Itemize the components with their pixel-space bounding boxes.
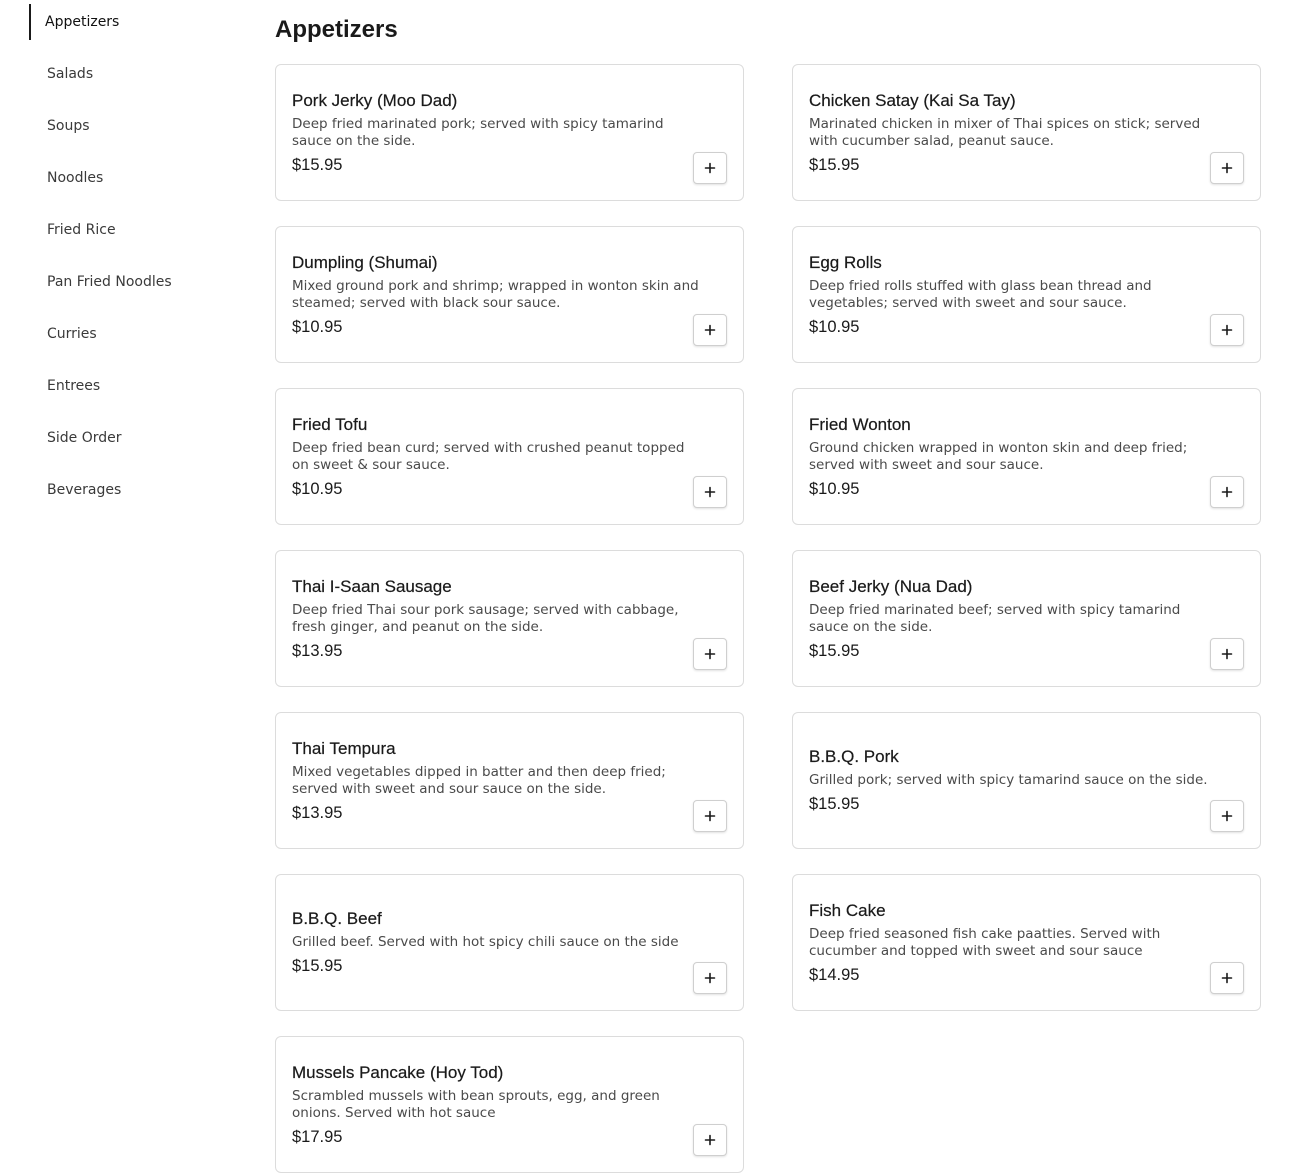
menu-item-description: Deep fried marinated pork; served with spicy tamarind sauce on the side. (292, 115, 664, 149)
menu-item-name: Fried Tofu (292, 414, 368, 434)
menu-item-name: Beef Jerky (Nua Dad) (809, 576, 973, 596)
menu-item-price: $13.95 (292, 803, 343, 822)
menu-item-name: Fish Cake (809, 900, 886, 920)
menu-item-description: Deep fried Thai sour pork sausage; served with cabbage, fresh ginger, and peanut on the side. (292, 601, 679, 635)
plus-icon (704, 486, 716, 498)
menu-item-name: Chicken Satay (Kai Sa Tay) (809, 90, 1016, 110)
menu-item-card[interactable] (792, 550, 1261, 687)
menu-item-price: $14.95 (809, 965, 860, 984)
menu-item-description: Deep fried bean curd; served with crushed peanut topped on sweet & sour sauce. (292, 439, 685, 473)
menu-item-card[interactable] (275, 712, 744, 849)
menu-item-description: Mixed vegetables dipped in batter and then deep fried; served with sweet and sour sauce on the side. (292, 763, 666, 797)
plus-icon (704, 810, 716, 822)
add-to-cart-button[interactable] (693, 314, 727, 346)
menu-item-card[interactable] (275, 874, 744, 1011)
menu-item-description: Deep fried rolls stuffed with glass bean thread and vegetables; served with sweet and sour sauce. (809, 277, 1152, 311)
menu-item-price: $15.95 (292, 957, 343, 975)
menu-item-name: Thai I-Saan Sausage (292, 576, 452, 596)
menu-item-price: $13.95 (292, 641, 343, 660)
menu-item-description: Mixed ground pork and shrimp; wrapped in wonton skin and steamed; served with black sour sauce. (292, 277, 699, 311)
sidebar-item-entrees[interactable]: Entrees (47, 378, 101, 394)
menu-grid (275, 64, 1261, 1173)
menu-item-card[interactable] (275, 388, 744, 525)
add-to-cart-button[interactable] (693, 1124, 727, 1156)
add-to-cart-button[interactable] (693, 638, 727, 670)
plus-icon (704, 648, 716, 660)
menu-item-price: $15.95 (809, 155, 860, 174)
menu-item-card[interactable] (792, 712, 1261, 849)
add-to-cart-button[interactable] (1210, 800, 1244, 832)
add-to-cart-button[interactable] (693, 476, 727, 508)
menu-item-price: $15.95 (809, 795, 860, 813)
plus-icon (1221, 972, 1233, 984)
menu-item-price: $10.95 (809, 479, 860, 498)
menu-item-name: Dumpling (Shumai) (292, 252, 438, 272)
menu-item-name: Mussels Pancake (Hoy Tod) (292, 1062, 504, 1082)
menu-item-name: Egg Rolls (809, 252, 882, 272)
menu-item-price: $10.95 (809, 317, 860, 336)
add-to-cart-button[interactable] (693, 152, 727, 184)
sidebar-item-salads[interactable]: Salads (47, 66, 94, 82)
menu-item-description: Deep fried seasoned fish cake paatties. Served with cucumber and topped with sweet and sour sauce (809, 925, 1161, 959)
menu-item-description: Scrambled mussels with bean sprouts, egg, and green onions. Served with hot sauce (292, 1087, 660, 1121)
menu-item-name: B.B.Q. Beef (292, 909, 382, 928)
add-to-cart-button[interactable] (1210, 476, 1244, 508)
plus-icon (1221, 810, 1233, 822)
plus-icon (1221, 324, 1233, 336)
menu-item-description: Ground chicken wrapped in wonton skin and deep fried; served with sweet and sour sauce. (809, 439, 1188, 473)
sidebar-item-curries[interactable]: Curries (47, 326, 97, 342)
menu-item-description: Marinated chicken in mixer of Thai spices on stick; served with cucumber salad, peanut sauce. (809, 115, 1201, 149)
sidebar-item-appetizers[interactable]: Appetizers (29, 4, 229, 40)
menu-item-price: $10.95 (292, 479, 343, 498)
plus-icon (704, 972, 716, 984)
menu-item-card[interactable] (275, 64, 744, 201)
menu-item-price: $17.95 (292, 1127, 343, 1146)
add-to-cart-button[interactable] (693, 800, 727, 832)
add-to-cart-button[interactable] (1210, 152, 1244, 184)
menu-item-price: $15.95 (292, 155, 343, 174)
menu-item-card[interactable] (275, 550, 744, 687)
add-to-cart-button[interactable] (1210, 638, 1244, 670)
plus-icon (704, 1134, 716, 1146)
menu-item-description: Grilled beef. Served with hot spicy chili sauce on the side (292, 934, 679, 950)
menu-item-name: Pork Jerky (Moo Dad) (292, 90, 458, 110)
category-sidebar (29, 4, 229, 524)
add-to-cart-button[interactable] (693, 962, 727, 994)
sidebar-item-fried-rice[interactable]: Fried Rice (47, 222, 116, 238)
menu-item-description: Deep fried marinated beef; served with spicy tamarind sauce on the side. (809, 601, 1181, 635)
menu-item-card[interactable] (792, 226, 1261, 363)
section-title: Appetizers (275, 16, 398, 43)
menu-item-card[interactable] (275, 226, 744, 363)
plus-icon (1221, 648, 1233, 660)
menu-item-name: Thai Tempura (292, 738, 396, 758)
sidebar-item-side-order[interactable]: Side Order (47, 430, 122, 446)
menu-item-price: $10.95 (292, 317, 343, 336)
sidebar-item-soups[interactable]: Soups (47, 118, 90, 134)
menu-item-card[interactable] (792, 64, 1261, 201)
menu-item-name: B.B.Q. Pork (809, 747, 899, 766)
menu-item-name: Fried Wonton (809, 414, 911, 434)
add-to-cart-button[interactable] (1210, 962, 1244, 994)
add-to-cart-button[interactable] (1210, 314, 1244, 346)
sidebar-item-beverages[interactable]: Beverages (47, 482, 122, 498)
menu-item-description: Grilled pork; served with spicy tamarind sauce on the side. (809, 772, 1208, 788)
plus-icon (704, 162, 716, 174)
plus-icon (1221, 162, 1233, 174)
plus-icon (1221, 486, 1233, 498)
menu-item-card[interactable] (792, 874, 1261, 1011)
menu-item-card[interactable] (792, 388, 1261, 525)
menu-item-card[interactable] (275, 1036, 744, 1173)
menu-section (275, 14, 1261, 1173)
sidebar-item-pan-fried-noodles[interactable]: Pan Fried Noodles (47, 274, 172, 290)
sidebar-item-noodles[interactable]: Noodles (47, 170, 104, 186)
menu-item-price: $15.95 (809, 641, 860, 660)
plus-icon (704, 324, 716, 336)
